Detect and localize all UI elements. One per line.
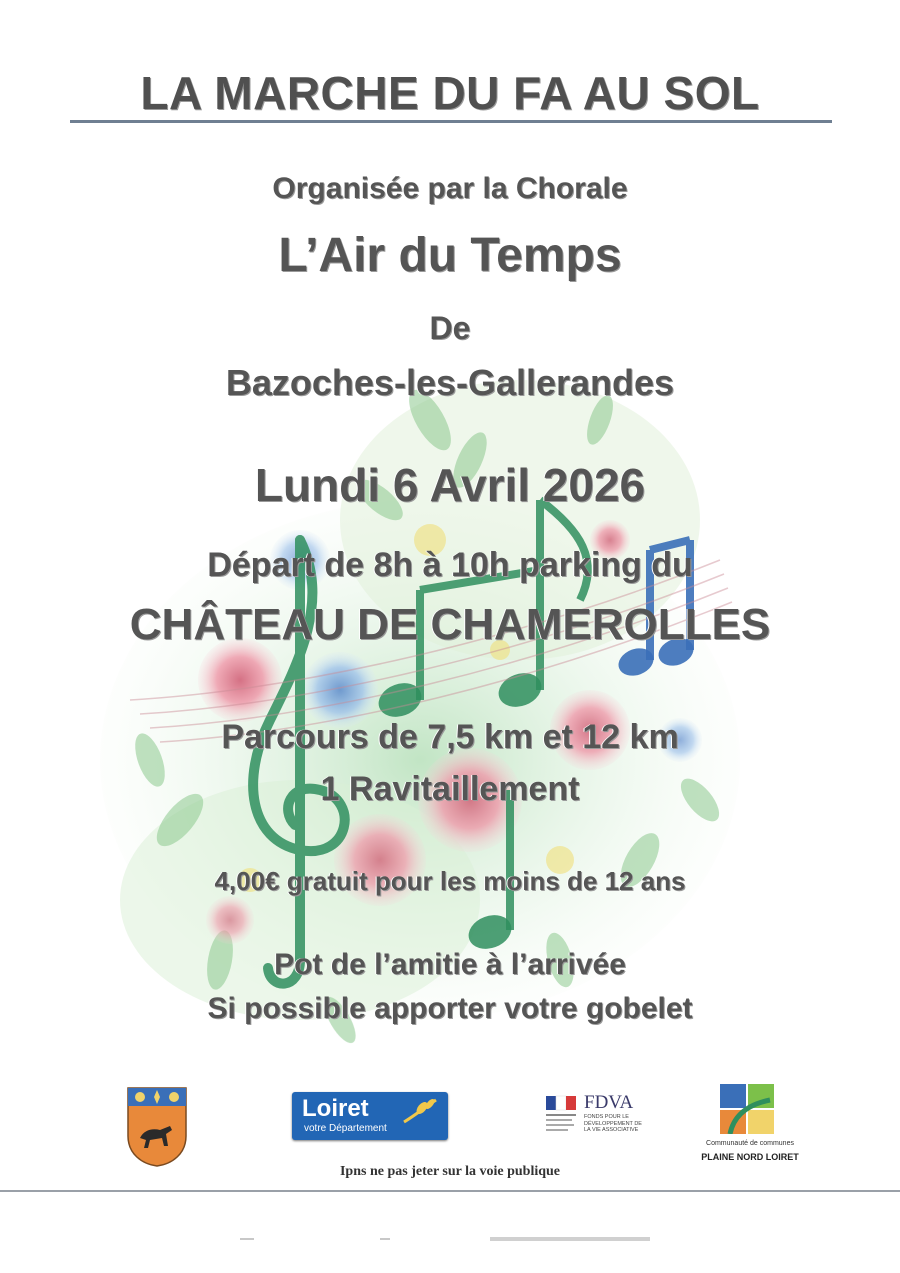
departure-info: Départ de 8h à 10h parking du xyxy=(207,546,693,584)
crest-icon xyxy=(126,1086,188,1168)
republic-emblem-icon xyxy=(544,1094,580,1138)
title-underline xyxy=(70,120,832,123)
refreshment-info: 1 Ravitaillement xyxy=(320,770,580,808)
loiret-department-logo xyxy=(292,1092,448,1140)
fdva-subtitle: FONDS POUR LE DÉVELOPPEMENT DE LA VIE ASSOCIATIVE xyxy=(584,1114,642,1133)
bottom-divider xyxy=(0,1190,900,1192)
organizer-line: Organisée par la Chorale xyxy=(272,172,628,205)
event-title: LA MARCHE DU FA AU SOL xyxy=(140,67,760,119)
pnl-name: PLAINE NORD LOIRET xyxy=(701,1152,799,1162)
from-label: De xyxy=(429,310,471,346)
fdva-logo xyxy=(544,1092,654,1142)
routes-info: Parcours de 7,5 km et 12 km xyxy=(221,718,679,756)
fdva-name: FDVA xyxy=(584,1092,634,1113)
plaine-nord-loiret-logo xyxy=(690,1084,810,1168)
loiret-subtitle: votre Département xyxy=(304,1123,387,1134)
venue-name: CHÂTEAU DE CHAMEROLLES xyxy=(129,600,771,649)
cup-info: Si possible apporter votre gobelet xyxy=(207,992,693,1025)
wheat-icon xyxy=(400,1098,440,1124)
pnl-community-label: Communauté de communes xyxy=(706,1140,794,1147)
footer-note: Ipns ne pas jeter sur la voie publique xyxy=(339,1164,561,1179)
loiret-name: Loiret xyxy=(302,1095,369,1122)
plaine-nord-loiret-icon xyxy=(720,1084,774,1134)
town-crest-logo xyxy=(126,1086,188,1168)
reception-info: Pot de l’amitie à l’arrivée xyxy=(274,948,626,981)
price-info: 4,00€ gratuit pour les moins de 12 ans xyxy=(214,866,686,896)
event-date: Lundi 6 Avril 2026 xyxy=(254,459,646,511)
choir-name: L’Air du Temps xyxy=(278,229,622,282)
scan-artifact xyxy=(240,1236,660,1242)
loiret-badge xyxy=(292,1092,448,1140)
town-name: Bazoches-les-Gallerandes xyxy=(225,362,675,403)
